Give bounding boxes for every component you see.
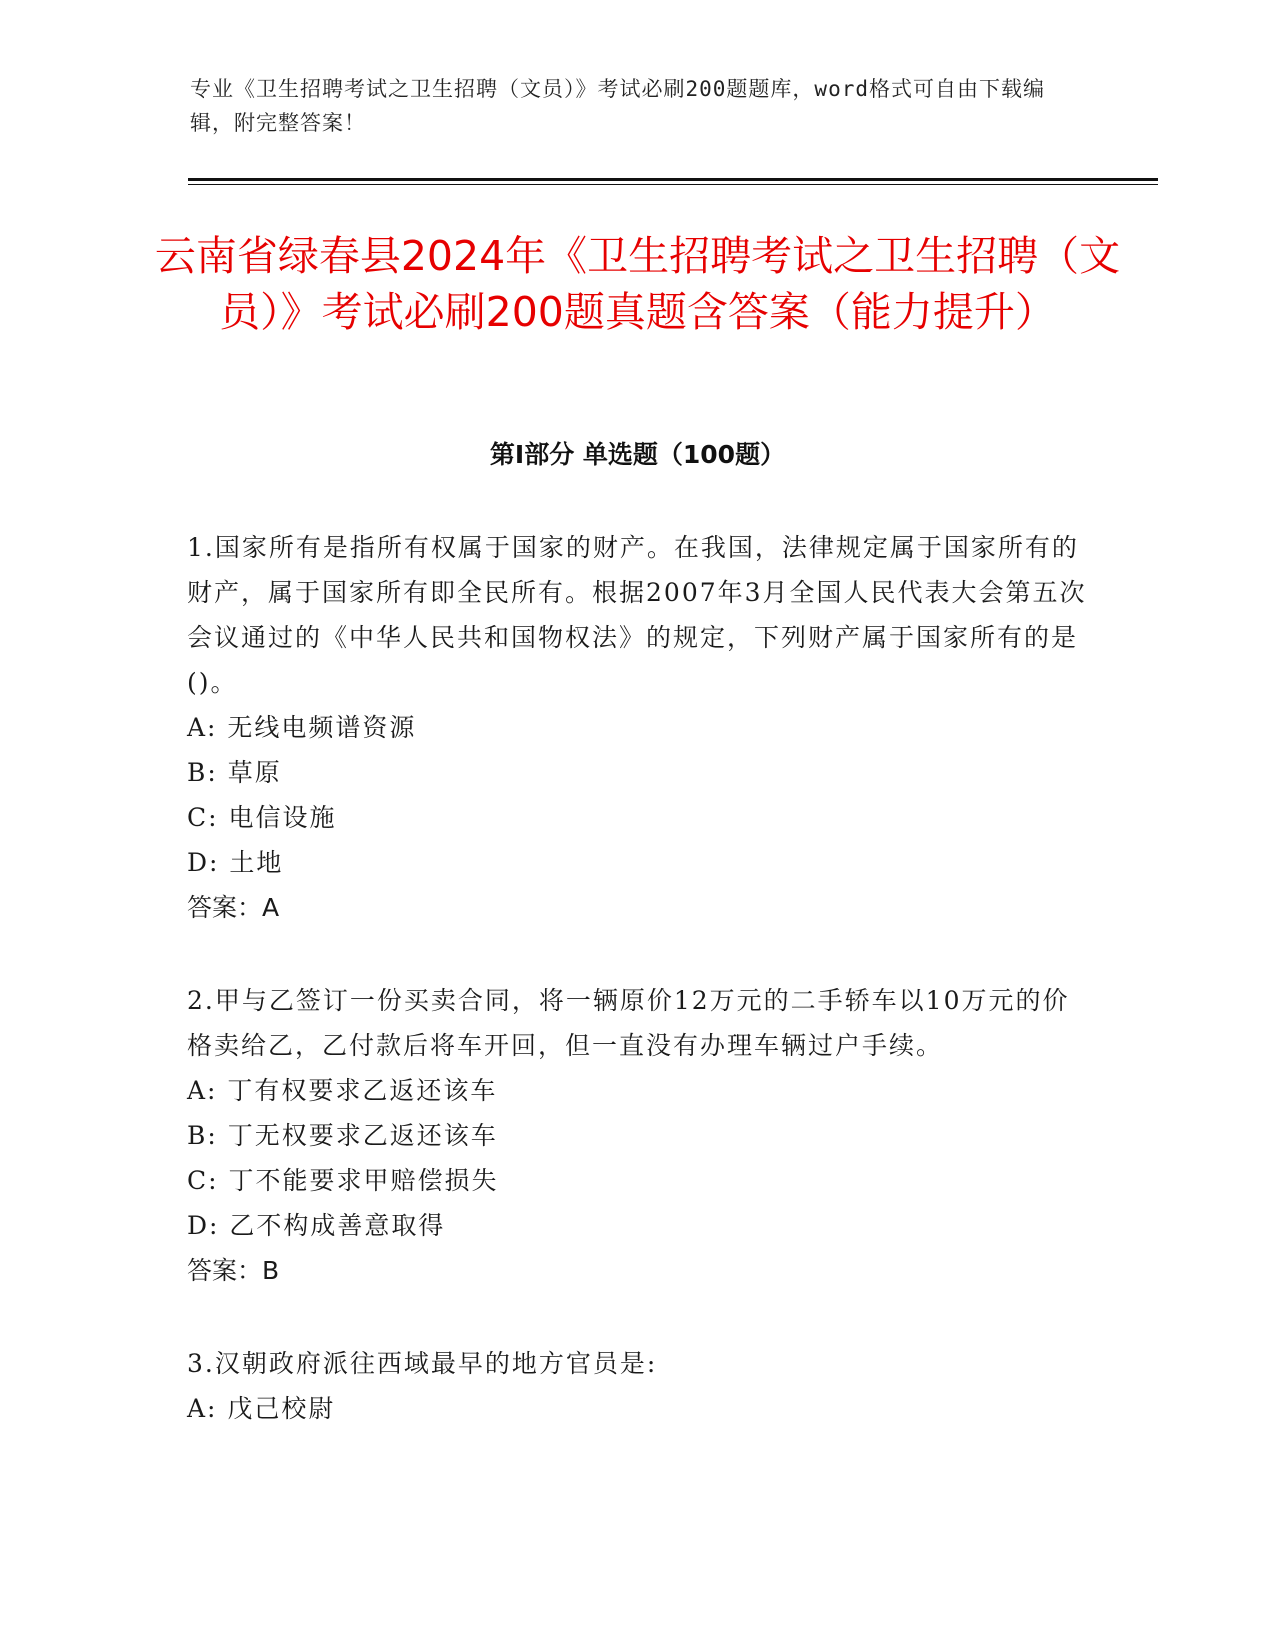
header-divider-thin bbox=[188, 184, 1158, 185]
question-1 bbox=[187, 525, 1087, 930]
option-b: B: 丁无权要求乙返还该车 bbox=[187, 1121, 498, 1150]
option-c: C: 电信设施 bbox=[187, 803, 337, 832]
header-divider-thick bbox=[188, 178, 1158, 181]
option-d: D: 乙不构成善意取得 bbox=[187, 1211, 446, 1240]
option-a: A: 戊己校尉 bbox=[187, 1394, 336, 1423]
option-a: A: 无线电频谱资源 bbox=[187, 713, 417, 742]
answer-label: 答案：B bbox=[187, 1256, 280, 1285]
answer-label: 答案：A bbox=[187, 893, 280, 922]
document-title: 云南省绿春县2024年《卫生招聘考试之卫生招聘（文员）》考试必刷200题真题含答案（能力提升） bbox=[154, 232, 1121, 336]
question-2 bbox=[187, 978, 1087, 1293]
option-c: C: 丁不能要求甲赔偿损失 bbox=[187, 1166, 499, 1195]
option-a: A: 丁有权要求乙返还该车 bbox=[187, 1076, 498, 1105]
option-d: D: 土地 bbox=[187, 848, 284, 877]
section-title: 第Ⅰ部分 单选题（100题） bbox=[489, 440, 786, 469]
question-list bbox=[187, 525, 1087, 1479]
option-b: B: 草原 bbox=[187, 758, 282, 787]
question-stem: 2.甲与乙签订一份买卖合同，将一辆原价12万元的二手轿车以10万元的价格卖给乙，乙付款后将车开回，但一直没有办理车辆过户手续。 bbox=[187, 986, 1070, 1060]
question-stem: 3.汉朝政府派往西域最早的地方官员是: bbox=[187, 1349, 658, 1378]
header-note: 专业《卫生招聘考试之卫生招聘（文员）》考试必刷200题题库，word格式可自由下载编辑，附完整答案！ bbox=[190, 77, 1045, 135]
question-stem: 1.国家所有是指所有权属于国家的财产。在我国，法律规定属于国家所有的财产，属于国家所有即全民所有。根据2007年3月全国人民代表大会第五次会议通过的《中华人民共和国物权法》的规定，下列财产属于国家所有的是()。 bbox=[187, 533, 1087, 697]
question-3 bbox=[187, 1341, 1087, 1431]
